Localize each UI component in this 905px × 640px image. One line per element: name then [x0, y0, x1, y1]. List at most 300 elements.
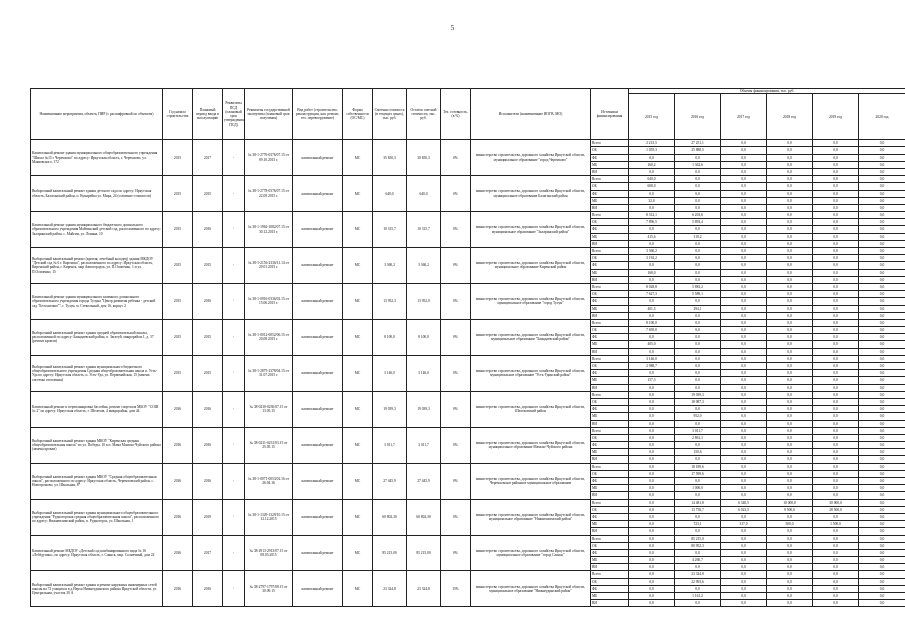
funding-value: 0,0 — [629, 470, 675, 477]
funding-value: 0,0 — [813, 542, 859, 549]
funding-value: 18 189,6 — [675, 463, 721, 470]
funding-value: 0,0 — [813, 456, 859, 463]
funding-value: 0,0 — [721, 312, 767, 319]
funding-value: 0,0 — [629, 240, 675, 247]
funding-value: 0,0 — [721, 240, 767, 247]
funding-value: 0,0 — [767, 348, 813, 355]
funding-value: 0,0 — [629, 485, 675, 492]
work-type: капитальный ремонт — [293, 571, 343, 607]
funding-value: 0,0 — [675, 406, 721, 413]
ownership: МС — [343, 463, 373, 499]
funding-value: 0,0 — [675, 168, 721, 175]
funding-value: 157,3 — [629, 377, 675, 384]
funding-value: 0,0 — [813, 334, 859, 341]
col-start-header: Год начала строительства — [163, 89, 193, 140]
funding-value: 0,0 — [629, 521, 675, 528]
table-row — [31, 248, 905, 255]
funding-value: 0,0 — [813, 190, 859, 197]
funding-value: 0,0 — [813, 427, 859, 434]
funding-source: Всего — [591, 319, 629, 326]
funding-value: 0,0 — [721, 283, 767, 290]
remaining-cost: 60 802,30 — [407, 499, 441, 535]
executor: министерство строительства, дорожного хозяйства Иркутской области, муниципальное образование Балаганский район — [471, 176, 591, 212]
funding-value: 0,0 — [629, 542, 675, 549]
funding-value: 0,0 — [813, 240, 859, 247]
funding-value: 18 087,3 — [675, 398, 721, 405]
ownership: МС — [343, 355, 373, 391]
funding-value: 0,0 — [629, 593, 675, 600]
funding-value: 0,0 — [767, 585, 813, 592]
funding-value: 0,0 — [813, 319, 859, 326]
funding-value: 0,0 — [767, 219, 813, 226]
funding-value: 0,0 — [859, 528, 905, 535]
funding-value: 0,0 — [721, 319, 767, 326]
work-type: капитальный ремонт — [293, 499, 343, 535]
funding-source: ФБ — [591, 513, 629, 520]
funding-value: 0,0 — [629, 298, 675, 305]
funding-value: 0,0 — [813, 355, 859, 362]
funding-value: 0,0 — [859, 355, 905, 362]
funding-value: 0,0 — [859, 485, 905, 492]
funding-value: 0,0 — [767, 291, 813, 298]
readiness: 0% — [441, 283, 471, 319]
start-year: 2015 — [163, 140, 193, 176]
funding-source: ОБ — [591, 542, 629, 549]
funding-value: 0,0 — [813, 154, 859, 161]
expertise-details: № 38-2797-1797/08.15 от 30.09.15 — [245, 571, 293, 607]
funding-value: 0,0 — [767, 571, 813, 578]
funding-value: 0,0 — [629, 413, 675, 420]
funding-value: 0,0 — [859, 535, 905, 542]
col-readiness-header: Тех. готовность, (в %) — [441, 89, 471, 140]
funding-source: МБ — [591, 161, 629, 168]
estimated-cost: 60 802,30 — [373, 499, 407, 535]
ownership: МС — [343, 283, 373, 319]
funding-value: 0,0 — [767, 434, 813, 441]
funding-value: 0,0 — [675, 276, 721, 283]
funding-value: 0,0 — [813, 298, 859, 305]
funding-value: 0,0 — [767, 154, 813, 161]
executor: министерство строительства, дорожного хозяйства Иркутской области, муниципальное образование "Баяндаевский район" — [471, 319, 591, 355]
funding-value: 0,0 — [813, 233, 859, 240]
funding-value: 0,0 — [767, 463, 813, 470]
funding-value: 0,0 — [859, 499, 905, 506]
ownership: МС — [343, 176, 373, 212]
funding-value: 0,0 — [767, 427, 813, 434]
funding-value: 0,0 — [767, 442, 813, 449]
funding-value: 0,0 — [813, 470, 859, 477]
funding-value: 0,0 — [767, 557, 813, 564]
funding-value: 0,0 — [813, 578, 859, 585]
funding-value: 0,0 — [859, 600, 905, 607]
funding-value: 0,0 — [859, 176, 905, 183]
funding-value: 0,0 — [721, 334, 767, 341]
funding-value: 0,0 — [721, 528, 767, 535]
funding-value: 401,5 — [629, 305, 675, 312]
funding-value: 0,0 — [859, 585, 905, 592]
funding-source: ОБ — [591, 578, 629, 585]
funding-value: 0,0 — [813, 312, 859, 319]
estimated-cost: 85 215,00 — [373, 535, 407, 571]
funding-value: 0,0 — [813, 168, 859, 175]
funding-value: 5 883,2 — [675, 283, 721, 290]
funding-source: ФБ — [591, 370, 629, 377]
funding-value: 0,0 — [813, 305, 859, 312]
funding-source: Всего — [591, 212, 629, 219]
funding-value: 0,0 — [767, 413, 813, 420]
funding-value: 0,0 — [629, 312, 675, 319]
funding-value: 0,0 — [859, 190, 905, 197]
funding-value: 0,0 — [629, 557, 675, 564]
remaining-cost: 3 011,7 — [407, 427, 441, 463]
work-type: капитальный ремонт — [293, 283, 343, 319]
funding-value: 0,0 — [721, 585, 767, 592]
funding-value: 0,0 — [629, 154, 675, 161]
funding-value: 6 023,5 — [721, 506, 767, 513]
funding-value: 0,0 — [859, 391, 905, 398]
funding-value: 0,0 — [859, 406, 905, 413]
funding-value: 0,0 — [859, 291, 905, 298]
funding-value: 0,0 — [721, 557, 767, 564]
funding-value: 0,0 — [629, 384, 675, 391]
work-type: капитальный ремонт — [293, 427, 343, 463]
readiness: 0% — [441, 319, 471, 355]
table-row — [31, 391, 905, 398]
funding-value: 0,0 — [767, 420, 813, 427]
funding-value: 0,0 — [813, 571, 859, 578]
funding-source: ФБ — [591, 334, 629, 341]
funding-source: ОБ — [591, 255, 629, 262]
funding-source: Всего — [591, 283, 629, 290]
funding-value: 0,0 — [859, 564, 905, 571]
funding-value: 0,0 — [629, 406, 675, 413]
funding-value: 0,0 — [813, 449, 859, 456]
funding-table-body — [31, 140, 905, 607]
funding-value: 0,0 — [813, 255, 859, 262]
funding-value: 0,0 — [721, 492, 767, 499]
funding-value: 0,0 — [859, 549, 905, 556]
funding-value: 0,0 — [859, 363, 905, 370]
funding-value: 0,0 — [721, 406, 767, 413]
funding-value: 0,0 — [767, 327, 813, 334]
readiness: 0% — [441, 212, 471, 248]
remaining-cost: 27 445,9 — [407, 463, 441, 499]
start-year: 2015 — [163, 212, 193, 248]
funding-value: 0,0 — [767, 176, 813, 183]
funding-value: 0,0 — [859, 413, 905, 420]
end-year: 2016 — [193, 571, 223, 607]
start-year: 2016 — [163, 463, 193, 499]
psd-details: - — [223, 355, 245, 391]
estimated-cost: 8 100,0 — [373, 319, 407, 355]
expertise-details: № 38-1-2776-0376/07.15 от 09.10.2015 г. — [245, 140, 293, 176]
funding-value: 0,0 — [721, 420, 767, 427]
funding-value: 7 627,3 — [629, 291, 675, 298]
funding-value: 0,0 — [675, 298, 721, 305]
work-type: капитальный ремонт — [293, 355, 343, 391]
ownership: МС — [343, 140, 373, 176]
object-name: Выборочный капитальный ремонт (кровля; лечебный колодец) здания МКДОУ "Детский сад № 6 г. Киренска", расположенного по адресу: Иркутская область, Киренский район, г. Киренск, мкр Авиагородок, ул. П.Осипенко, 1 и ул. П.Осипенко, 15 — [31, 248, 163, 284]
funding-value: 30 000,0 — [813, 499, 859, 506]
funding-value: 0,0 — [629, 535, 675, 542]
funding-value: 608,0 — [629, 183, 675, 190]
executor: министерство строительства, дорожного хозяйства Иркутской области, муниципальное образование "город Черемхово" — [471, 140, 591, 176]
funding-value: 10 000,0 — [767, 499, 813, 506]
end-year: 2016 — [193, 283, 223, 319]
funding-value: 0,0 — [859, 204, 905, 211]
expertise-details: № 38-1-0071-0053/02.16 от 26.04.16 — [245, 463, 293, 499]
end-year: 2016 — [193, 463, 223, 499]
funding-value: 0,0 — [859, 420, 905, 427]
executor: министерство строительства, дорожного хозяйства Иркутской области, муниципальное образование "Нижнеудинский район" — [471, 571, 591, 607]
funding-value: 0,0 — [859, 341, 905, 348]
funding-value: 0,0 — [767, 391, 813, 398]
funding-value: 0,0 — [721, 549, 767, 556]
start-year: 2015 — [163, 319, 193, 355]
funding-value: 2 988,7 — [629, 363, 675, 370]
expertise-details: № 38-1-2156-2336/11.14 от 29.01.2015 г. — [245, 248, 293, 284]
funding-value: 0,0 — [721, 298, 767, 305]
funding-value: 0,0 — [721, 255, 767, 262]
funding-value: 0,0 — [767, 262, 813, 269]
object-name: Выборочный капитальный ремонт здания МКОУ "Киренская средняя общеобразовательная школа" по ул. Победы, 10 в п. Мама Мамско-Чуйского района (замена кровли) — [31, 427, 163, 463]
funding-source: ВИ — [591, 420, 629, 427]
funding-value: 0,0 — [767, 161, 813, 168]
ownership: МС — [343, 535, 373, 571]
funding-value: 0,0 — [675, 204, 721, 211]
funding-source: МБ — [591, 557, 629, 564]
funding-value: 2 215,5 — [629, 140, 675, 147]
readiness: 0% — [441, 499, 471, 535]
estimated-cost: 13 952,3 — [373, 283, 407, 319]
start-year: 2015 — [163, 355, 193, 391]
funding-value: 0,0 — [859, 442, 905, 449]
funding-value: 0,0 — [767, 147, 813, 154]
funding-value: 0,0 — [813, 442, 859, 449]
funding-value: 0,0 — [859, 334, 905, 341]
funding-value: 0,0 — [629, 578, 675, 585]
funding-value: 0,0 — [721, 197, 767, 204]
remaining-cost: 8 100,0 — [407, 319, 441, 355]
funding-source: Всего — [591, 355, 629, 362]
funding-value: 0,0 — [813, 463, 859, 470]
funding-value: 0,0 — [813, 363, 859, 370]
psd-details: - — [223, 140, 245, 176]
funding-value: 0,0 — [675, 341, 721, 348]
remaining-cost: 10 315,7 — [407, 212, 441, 248]
funding-source: ВИ — [591, 564, 629, 571]
funding-value: 0,0 — [629, 226, 675, 233]
funding-value: 0,0 — [721, 564, 767, 571]
funding-value: 0,0 — [859, 161, 905, 168]
funding-value: 0,0 — [721, 348, 767, 355]
funding-value: 0,0 — [629, 398, 675, 405]
funding-value: 2 861,1 — [675, 434, 721, 441]
executor: министерство строительства, дорожного хозяйства Иркутской области, муниципальное образование Киренский район — [471, 248, 591, 284]
remaining-cost: 13 952,0 — [407, 283, 441, 319]
funding-value: 0,0 — [675, 312, 721, 319]
funding-value: 0,0 — [721, 571, 767, 578]
psd-details: - — [223, 535, 245, 571]
remaining-cost: 19 039,3 — [407, 391, 441, 427]
funding-value: 0,0 — [859, 197, 905, 204]
funding-value: 0,0 — [629, 549, 675, 556]
object-name: Выборочный капитальный ремонт здания детского сада по адресу: Иркутская область, Балаганский район, п. Кумарейка ул. Мира, 24 (освоение стоимости) — [31, 176, 163, 212]
funding-source: Всего — [591, 427, 629, 434]
funding-value: 0,0 — [721, 384, 767, 391]
funding-value: 0,0 — [629, 190, 675, 197]
estimated-cost: 23 324,8 — [373, 571, 407, 607]
funding-source: ВИ — [591, 276, 629, 283]
funding-value: 7 896,5 — [629, 219, 675, 226]
estimated-cost: 19 039,3 — [373, 391, 407, 427]
funding-value: 0,0 — [813, 600, 859, 607]
funding-source: ФБ — [591, 298, 629, 305]
funding-value: 0,0 — [629, 492, 675, 499]
funding-value: 0,0 — [813, 478, 859, 485]
funding-value: 0,0 — [675, 190, 721, 197]
funding-value: 0,0 — [767, 593, 813, 600]
work-type: капитальный ремонт — [293, 140, 343, 176]
funding-value: 0,0 — [721, 262, 767, 269]
funding-source: ОБ — [591, 398, 629, 405]
funding-value: 23 324,8 — [675, 571, 721, 578]
ownership: МС — [343, 571, 373, 607]
funding-value: 0,0 — [767, 255, 813, 262]
psd-details: - — [223, 499, 245, 535]
start-year: 2015 — [163, 176, 193, 212]
funding-value: 13 758,7 — [675, 506, 721, 513]
expertise-details: № 38-2913-2913/07.15 от 08.05.2015 — [245, 535, 293, 571]
funding-value: 0,0 — [675, 528, 721, 535]
funding-value: 0,0 — [767, 283, 813, 290]
table-row — [31, 499, 905, 506]
executor: министерство строительства, дорожного хозяйства Иркутской области, Шелеховский район — [471, 391, 591, 427]
funding-value: 0,0 — [629, 449, 675, 456]
funding-value: 0,0 — [629, 528, 675, 535]
readiness: 0% — [441, 427, 471, 463]
funding-value: 0,0 — [721, 269, 767, 276]
funding-value: 0,0 — [859, 248, 905, 255]
table-row — [31, 535, 905, 542]
year-header: 2015 год — [629, 94, 675, 140]
funding-value: 0,0 — [767, 600, 813, 607]
funding-value: 0,0 — [767, 449, 813, 456]
readiness: 0% — [441, 463, 471, 499]
table-row — [31, 212, 905, 219]
funding-value: 168,0 — [629, 269, 675, 276]
funding-value: 0,0 — [675, 384, 721, 391]
funding-value: 0,0 — [859, 183, 905, 190]
funding-value: 0,0 — [721, 154, 767, 161]
funding-value: 0,0 — [721, 190, 767, 197]
table-row — [31, 140, 905, 147]
funding-value: 0,0 — [813, 348, 859, 355]
funding-value: 0,0 — [721, 204, 767, 211]
remaining-cost: 30 650,3 — [407, 140, 441, 176]
funding-source: ОБ — [591, 147, 629, 154]
funding-value: 0,0 — [859, 513, 905, 520]
object-name: Капитальный ремонт здания муниципального общеобразовательного учреждения "Школа №15 г Черемхово" по адресу: Иркутская область, г. Черемхово, ул. Маяковского, 172 — [31, 140, 163, 176]
funding-value: 640,0 — [629, 176, 675, 183]
funding-value: 8 312,1 — [629, 212, 675, 219]
expertise-details: № 38-1-1962-1082/07.15 от 30.12.2015 г. — [245, 212, 293, 248]
funding-value: 0,0 — [629, 600, 675, 607]
object-name: Капитальный ремонт МБДОУ «Детский сад комбинированного вида № 16 «Лебёдушка», по адресу: Иркутская область, г. Саянск, мкр. Солнечный, дом 22 — [31, 535, 163, 571]
object-name: Капитальный ремонт здания муниципального казенного дошкольного образовательного учреждения города Тулуна "Центр развития ребенка - детский сад "Белоснежка"", г. Тулун, м. Стекольный, дом 16, корпус 2 — [31, 283, 163, 319]
funding-value: 0,0 — [675, 585, 721, 592]
funding-value: 0,0 — [675, 176, 721, 183]
funding-value: 0,0 — [767, 513, 813, 520]
funding-source: ОБ — [591, 470, 629, 477]
funding-value: 0,0 — [767, 319, 813, 326]
funding-value: 0,0 — [813, 147, 859, 154]
funding-value: 0,0 — [813, 212, 859, 219]
funding-source: ОБ — [591, 327, 629, 334]
executor: министерство строительства, дорожного хозяйства Иркутской области, муниципальное образование "город Тулун" — [471, 283, 591, 319]
estimated-cost: 3 146,0 — [373, 355, 407, 391]
funding-value: 0,0 — [629, 262, 675, 269]
funding-value: 0,0 — [813, 557, 859, 564]
funding-value: 85 215,0 — [675, 535, 721, 542]
funding-value: 294,1 — [675, 305, 721, 312]
funding-value: 0,0 — [721, 226, 767, 233]
end-year: 2017 — [193, 140, 223, 176]
funding-source: ОБ — [591, 183, 629, 190]
start-year: 2016 — [163, 391, 193, 427]
funding-title-header: Объемы финансирования, тыс. руб. — [629, 89, 905, 94]
funding-value: 0,0 — [721, 176, 767, 183]
psd-details: - — [223, 176, 245, 212]
funding-value: 17 599,6 — [675, 470, 721, 477]
executor: министерство строительства, дорожного хозяйства Иркутской области, муниципальное образование Мамско-Чуйского района — [471, 427, 591, 463]
executor: министерство строительства, дорожного хозяйства Иркутской области, муниципальное образование "Усть-Удинский район" — [471, 355, 591, 391]
funding-value: 0,0 — [859, 492, 905, 499]
col-remaining-header: Остаток сметной стоимости, тыс. руб. — [407, 89, 441, 140]
funding-table — [30, 88, 905, 607]
funding-value: 0,0 — [813, 535, 859, 542]
funding-source: ВИ — [591, 600, 629, 607]
funding-value: 0,0 — [629, 585, 675, 592]
funding-value: 0,0 — [859, 147, 905, 154]
funding-value: 0,0 — [629, 442, 675, 449]
funding-value: 0,0 — [813, 492, 859, 499]
funding-value: 0,0 — [675, 355, 721, 362]
funding-value: 0,0 — [721, 463, 767, 470]
funding-value: 0,0 — [767, 406, 813, 413]
remaining-cost: 640,0 — [407, 176, 441, 212]
funding-value: 3 146,0 — [629, 355, 675, 362]
table-row — [31, 571, 905, 578]
start-year: 2015 — [163, 283, 193, 319]
funding-value: 0,0 — [813, 283, 859, 290]
funding-value: 0,0 — [721, 578, 767, 585]
funding-value: 0,0 — [767, 341, 813, 348]
year-header: 2018 год — [767, 94, 813, 140]
table-row — [31, 283, 905, 290]
readiness: 15% — [441, 571, 471, 607]
funding-value: 0,0 — [629, 204, 675, 211]
funding-value: 3 360,2 — [629, 248, 675, 255]
psd-details: - — [223, 427, 245, 463]
funding-source: ФБ — [591, 478, 629, 485]
funding-value: 0,0 — [813, 549, 859, 556]
funding-value: 0,0 — [721, 276, 767, 283]
funding-value: 0,0 — [721, 377, 767, 384]
executor: министерство строительства, дорожного хозяйства Иркутской области, муниципальное образование "город Саянск" — [471, 535, 591, 571]
funding-source: ФБ — [591, 262, 629, 269]
funding-value: 1 000,0 — [675, 485, 721, 492]
